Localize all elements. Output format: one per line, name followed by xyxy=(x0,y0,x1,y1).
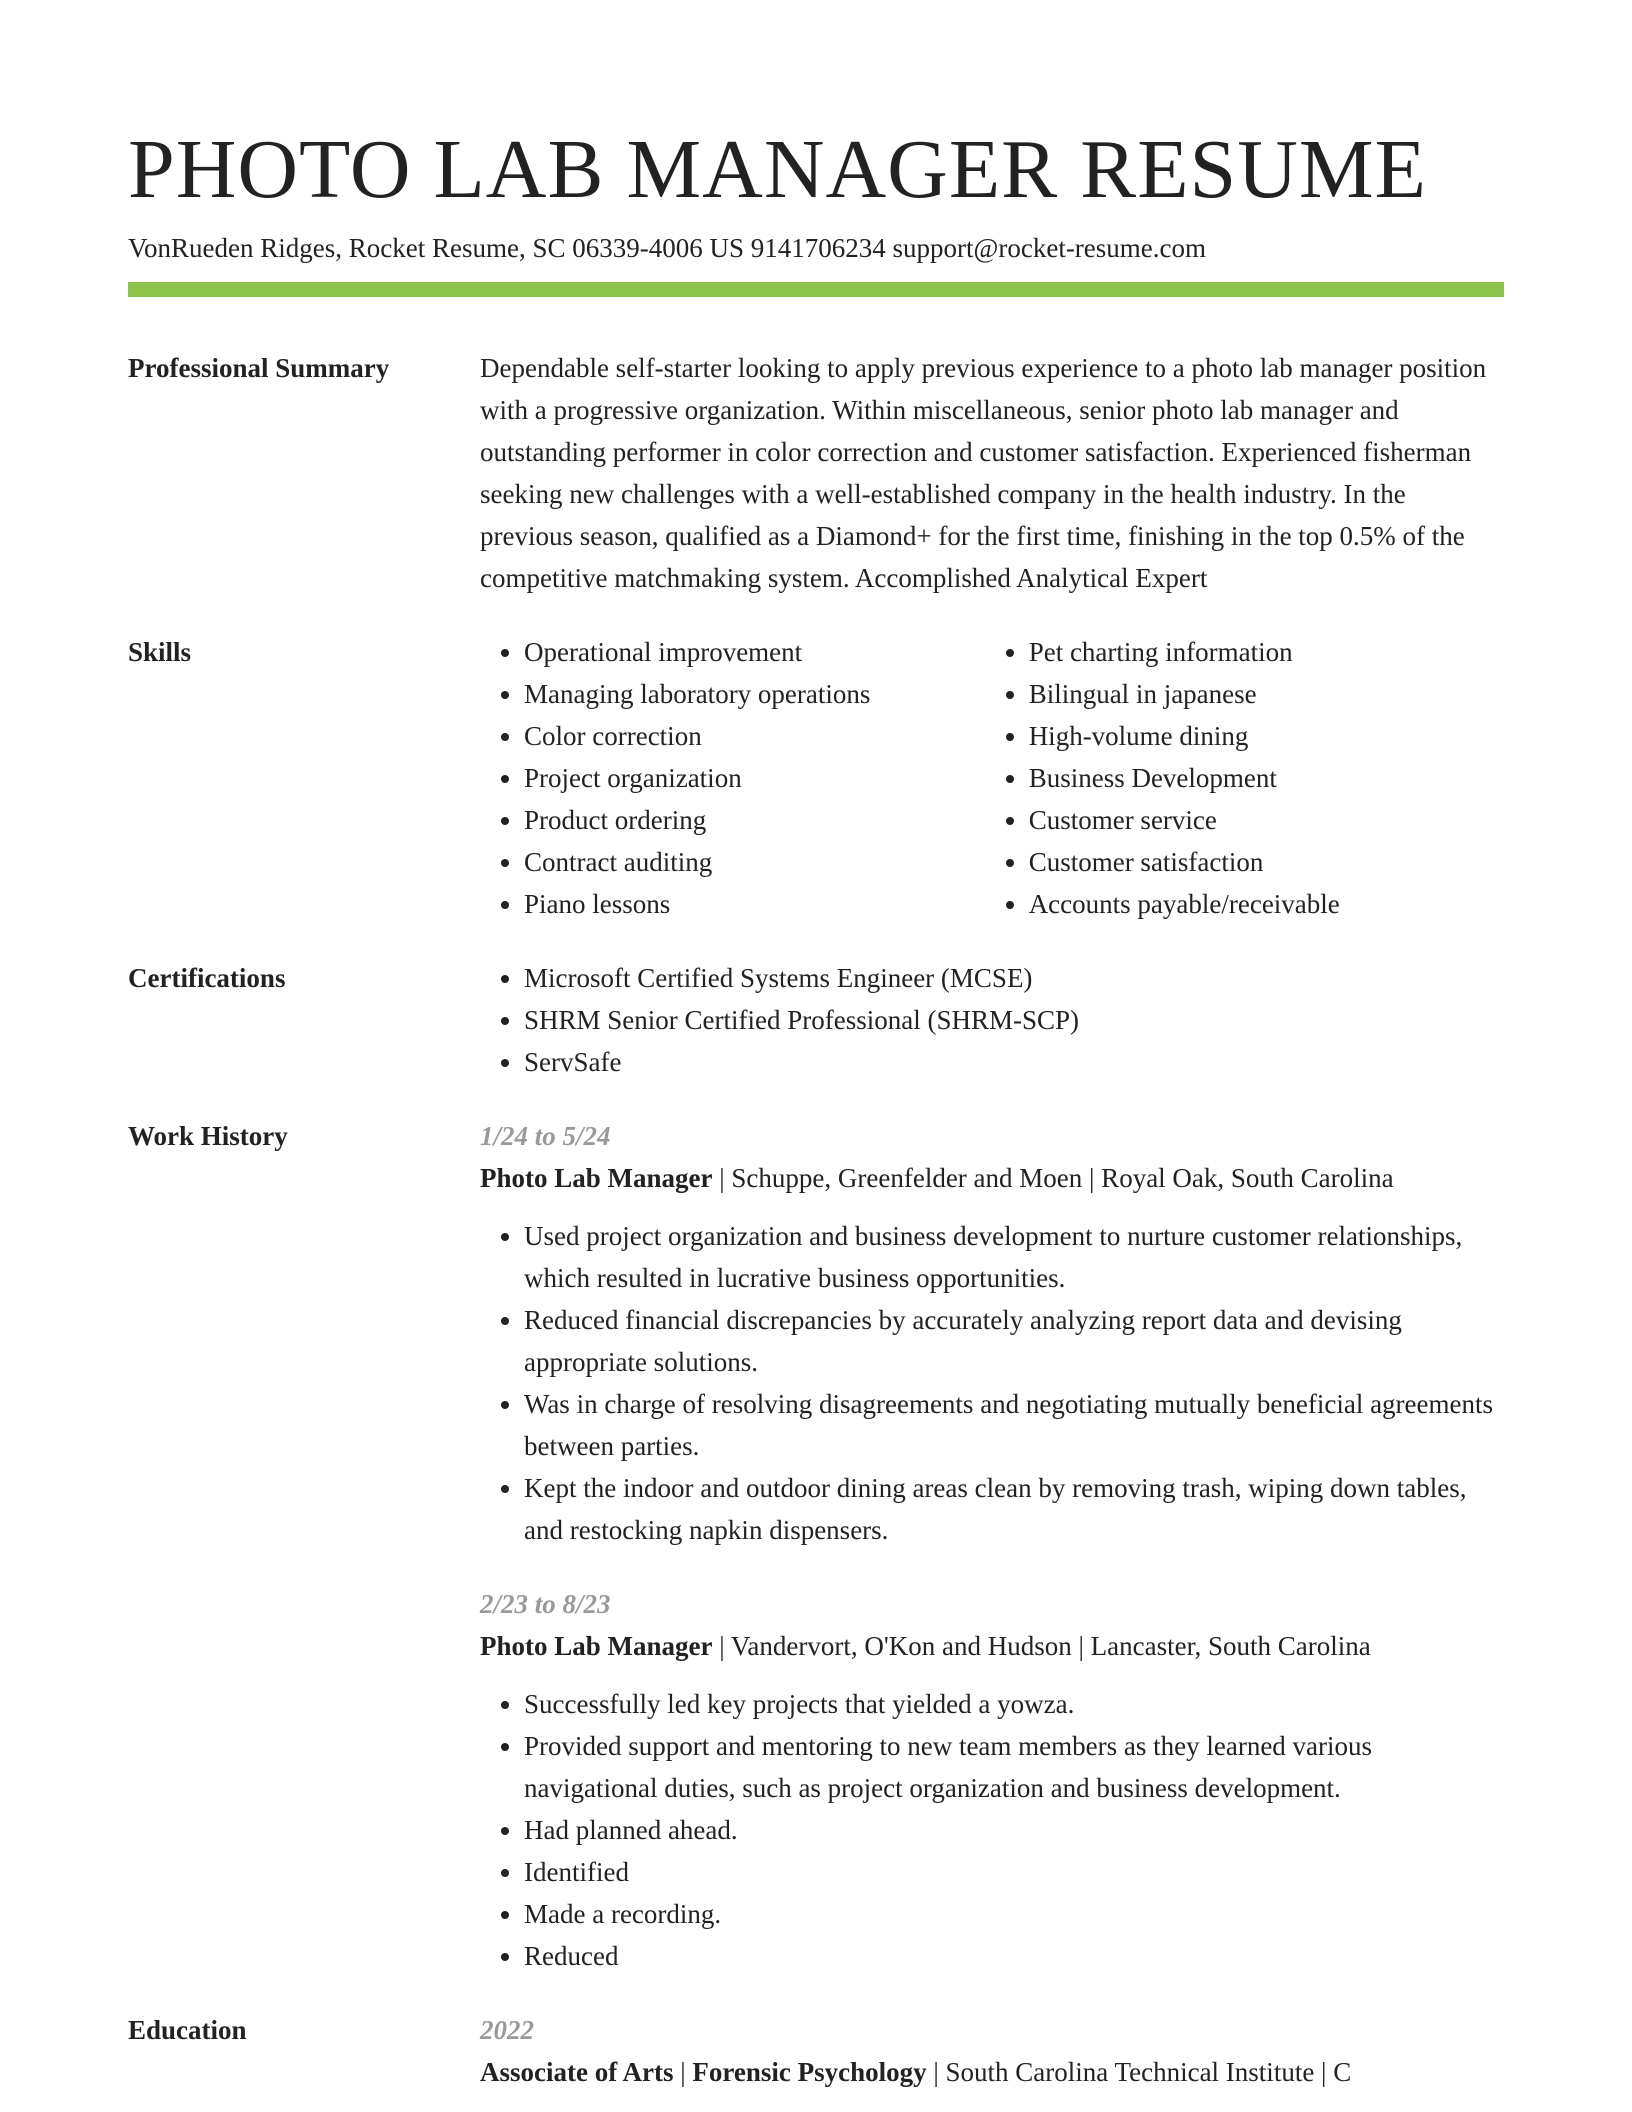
education-separator: | xyxy=(673,2057,693,2087)
skills-grid xyxy=(480,631,1504,925)
job-bullet: • Successfully led key projects that yielded a yowza. xyxy=(524,1683,1504,1725)
section-body-work xyxy=(480,1115,1504,1977)
job-bullet: • Kept the indoor and outdoor dining areas clean by removing trash, wiping down tables, and restocking napkin dispensers. xyxy=(524,1467,1504,1551)
skill-item: • Business Development xyxy=(1029,757,1504,799)
job-dates: 1/24 to 5/24 xyxy=(480,1121,611,1151)
certification-item: • SHRM Senior Certified Professional (SHRM-SCP) xyxy=(524,999,1504,1041)
job-bullet: • Identified xyxy=(524,1851,1504,1893)
skill-item: • Contract auditing xyxy=(524,841,985,883)
certification-item: • ServSafe xyxy=(524,1041,1504,1083)
section-education xyxy=(128,2009,1504,2093)
education-degree: Associate of Arts xyxy=(480,2057,674,2087)
job-bullet-list xyxy=(480,1215,1504,1551)
job-bullet: • Made a recording. xyxy=(524,1893,1504,1935)
skill-item: • Managing laboratory operations xyxy=(524,673,985,715)
job-entry xyxy=(480,1583,1504,1977)
skill-item: • Bilingual in japanese xyxy=(1029,673,1504,715)
accent-rule xyxy=(128,282,1504,297)
job-bullet: • Was in charge of resolving disagreements and negotiating mutually beneficial agreements between parties. xyxy=(524,1383,1504,1467)
skill-item: • Pet charting information xyxy=(1029,631,1504,673)
section-work-history xyxy=(128,1115,1504,1977)
section-label-work: Work History xyxy=(128,1121,288,1151)
skill-item: • High-volume dining xyxy=(1029,715,1504,757)
education-year: 2022 xyxy=(480,2015,534,2045)
skill-item: • Product ordering xyxy=(524,799,985,841)
skill-item: • Customer satisfaction xyxy=(1029,841,1504,883)
skill-item: • Project organization xyxy=(524,757,985,799)
job-bullet: • Reduced xyxy=(524,1935,1504,1977)
section-certifications xyxy=(128,957,1504,1083)
summary-text: Dependable self-starter looking to apply previous experience to a photo lab manager position with a progressive organization. Within miscellaneous, senior photo lab manager and outstanding performer in color correction and customer satisfaction. Experienced fisherman seeking new challenges with a well-established company in the health industry. In the previous season, qualified as a Diamond+ for the first time, finishing in the top 0.5% of the competitive matchmaking system. Accomplished Analytical Expert xyxy=(480,353,1487,593)
certification-list xyxy=(480,957,1504,1083)
education-details: | South Carolina Technical Institute | C xyxy=(926,2057,1352,2087)
job-dates: 2/23 to 8/23 xyxy=(480,1589,611,1619)
job-details: | Vandervort, O'Kon and Hudson | Lancaster, South Carolina xyxy=(712,1631,1371,1661)
skill-item: • Accounts payable/receivable xyxy=(1029,883,1504,925)
section-professional-summary xyxy=(128,347,1504,599)
education-line xyxy=(480,2051,1504,2093)
section-label-skills: Skills xyxy=(128,637,192,667)
job-header xyxy=(480,1157,1504,1199)
job-bullet: • Reduced financial discrepancies by accurately analyzing report data and devising appropriate solutions. xyxy=(524,1299,1504,1383)
section-label-summary: Professional Summary xyxy=(128,353,390,383)
job-header xyxy=(480,1625,1504,1667)
resume-title: PHOTO LAB MANAGER RESUME xyxy=(128,123,1427,216)
skill-item: • Color correction xyxy=(524,715,985,757)
resume-page xyxy=(128,0,1504,2093)
skills-column-1 xyxy=(480,631,985,925)
job-bullet-list xyxy=(480,1683,1504,1977)
section-body-education xyxy=(480,2009,1504,2093)
skill-item: • Customer service xyxy=(1029,799,1504,841)
section-body-certifications xyxy=(480,957,1504,1083)
education-field: Forensic Psychology xyxy=(692,2057,927,2087)
certification-item: • Microsoft Certified Systems Engineer (MCSE) xyxy=(524,957,1504,999)
skills-column-2 xyxy=(985,631,1504,925)
skill-item: • Operational improvement xyxy=(524,631,985,673)
section-label-certifications: Certifications xyxy=(128,963,286,993)
skill-item: • Piano lessons xyxy=(524,883,985,925)
job-entry xyxy=(480,1115,1504,1551)
contact-line: VonRueden Ridges, Rocket Resume, SC 06339-4006 US 9141706234 support@rocket-resume.com xyxy=(128,233,1207,263)
section-label-education: Education xyxy=(128,2015,247,2045)
job-bullet: • Provided support and mentoring to new team members as they learned various navigational duties, such as project organization and business development. xyxy=(524,1725,1504,1809)
job-bullet: • Used project organization and business development to nurture customer relationships, which resulted in lucrative business opportunities. xyxy=(524,1215,1504,1299)
job-details: | Schuppe, Greenfelder and Moen | Royal Oak, South Carolina xyxy=(712,1163,1394,1193)
job-bullet: • Had planned ahead. xyxy=(524,1809,1504,1851)
section-skills xyxy=(128,631,1504,925)
section-body-summary xyxy=(480,347,1504,599)
job-title: Photo Lab Manager xyxy=(480,1631,713,1661)
job-title: Photo Lab Manager xyxy=(480,1163,713,1193)
